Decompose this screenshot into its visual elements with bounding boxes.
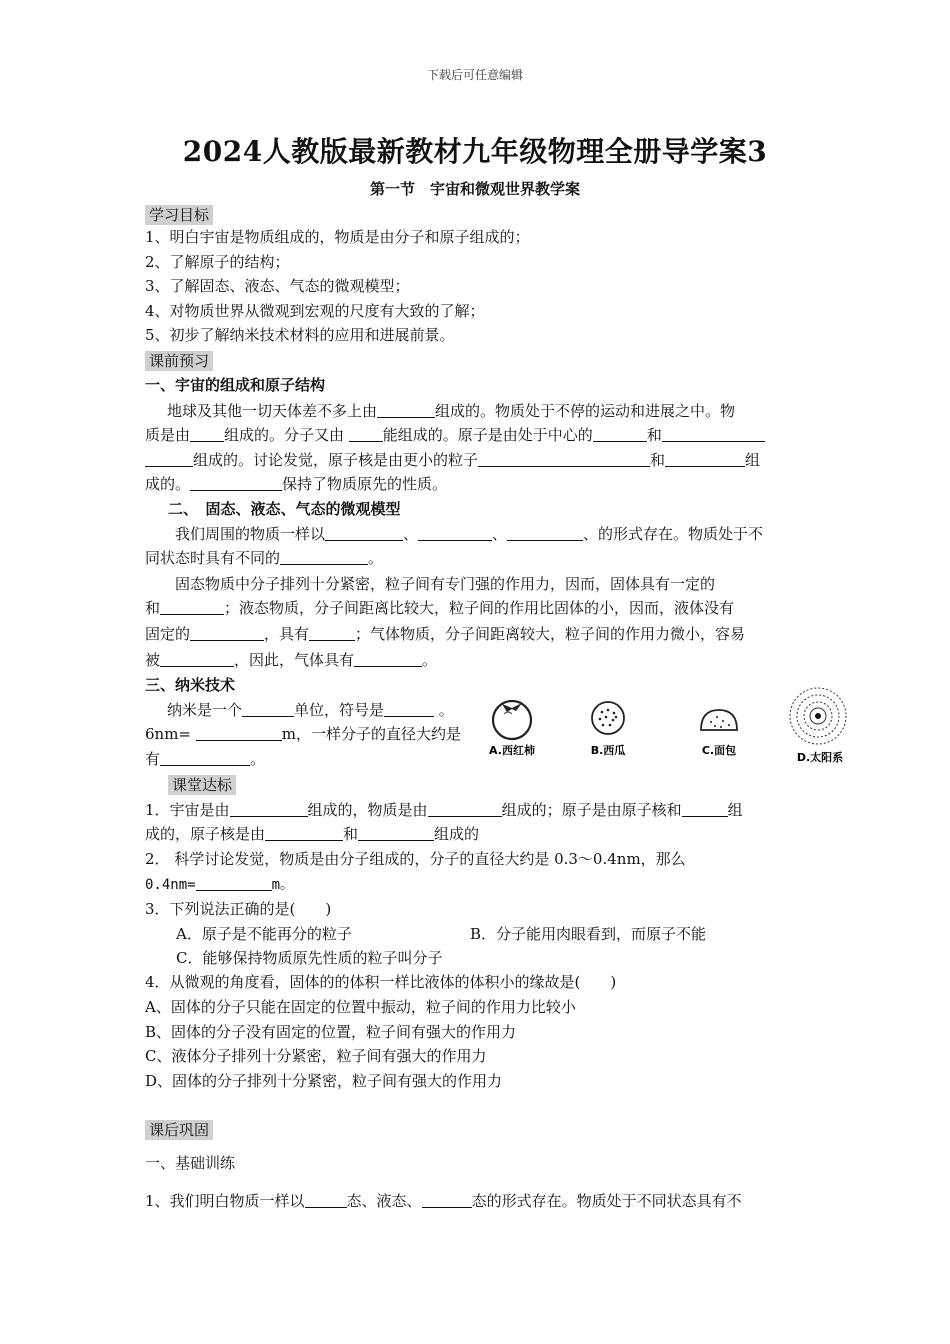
part1-line3 xyxy=(145,448,810,472)
goal-1: 1、明白宇宙是物质组成的，物质是由分子和原子组成的； xyxy=(145,228,530,246)
text: 组 xyxy=(727,801,743,819)
part1-line4 xyxy=(145,472,810,496)
q4-option-c[interactable]: C、液体分子排列十分紧密，粒子间有强大的作用力 xyxy=(145,1047,487,1065)
solar-system-icon xyxy=(778,684,864,770)
preview-heading xyxy=(145,349,810,373)
text: 和 xyxy=(646,426,662,444)
after-tag: 课后巩固 xyxy=(145,1120,213,1140)
blank[interactable] xyxy=(190,474,282,491)
blank[interactable] xyxy=(354,650,422,667)
bread-icon xyxy=(685,690,765,770)
text: 能组成的。原子是由处于中心的 xyxy=(382,426,593,444)
tomato-icon xyxy=(482,690,562,770)
part2-line2 xyxy=(145,546,810,570)
goal-2: 2、了解原子的结构； xyxy=(145,253,290,271)
blank[interactable] xyxy=(325,524,403,541)
blank[interactable] xyxy=(358,824,434,841)
document-title: 2024人教版最新教材九年级物理全册导学案3 xyxy=(182,135,768,168)
section-subtitle: 第一节 宇宙和微观世界教学案 xyxy=(369,180,580,198)
text: ，因此，气体具有 xyxy=(234,651,355,669)
text: 固定的 xyxy=(145,625,191,643)
blank[interactable] xyxy=(190,624,264,641)
part3-line3 xyxy=(145,747,485,771)
text: 纳米是一个 xyxy=(167,701,243,719)
blank[interactable] xyxy=(196,724,282,741)
blank[interactable] xyxy=(196,874,272,891)
goal-5: 5、初步了解纳米技术材料的应用和进展前景。 xyxy=(145,326,455,344)
text: 被 xyxy=(145,651,161,669)
part3-line1 xyxy=(145,698,485,722)
text: 质是由 xyxy=(145,426,191,444)
text: 成的。 xyxy=(145,475,191,493)
text: 固态物质中分子排列十分紧密，粒子间有专门强的作用力，因而，固体具有一定的 xyxy=(175,575,716,593)
blank[interactable] xyxy=(305,1191,347,1208)
text: 、 xyxy=(492,525,508,543)
text: 我们周围的物质一样以 xyxy=(175,525,326,543)
text: ，具有 xyxy=(264,625,310,643)
blank[interactable] xyxy=(507,524,583,541)
blank[interactable] xyxy=(349,425,383,442)
text: 成的，原子核是由 xyxy=(145,825,266,843)
q4-option-b[interactable]: B、固体的分子没有固定的位置，粒子间有强大的作用力 xyxy=(145,1023,517,1041)
blank[interactable] xyxy=(665,450,745,467)
part2-line5 xyxy=(145,622,810,646)
part2-line3 xyxy=(145,572,810,596)
text: 地球及其他一切天体差不多上由 xyxy=(167,402,378,420)
blank[interactable] xyxy=(422,1191,472,1208)
class-heading xyxy=(168,773,833,797)
text: 组成的，物质是由 xyxy=(307,801,428,819)
text: m。 xyxy=(271,877,295,893)
part2-title: 二、 固态、液态、气态的微观模型 xyxy=(168,500,401,518)
text: ；液态物质，分子间距离比较大，粒子间的作用比固体的小，因而，液体没有 xyxy=(224,599,735,617)
text: 1、我们明白物质一样以 xyxy=(145,1192,305,1210)
q4-option-d[interactable]: D、固体的分子排列十分紧密，粒子间有强大的作用力 xyxy=(145,1072,503,1090)
part3-title: 三、纳米技术 xyxy=(145,676,236,694)
q3-option-b[interactable]: B．分子能用肉眼看到，而原子不能 xyxy=(470,925,707,943)
after-heading xyxy=(145,1118,810,1142)
q3-stem: 3．下列说法正确的是( ) xyxy=(145,900,332,918)
blank[interactable] xyxy=(190,425,224,442)
blank[interactable] xyxy=(662,425,765,442)
blank[interactable] xyxy=(478,450,650,467)
basic-training-title: 一、基础训练 xyxy=(145,1154,236,1172)
text: 态、液态、 xyxy=(346,1192,422,1210)
fig-caption-c: C.面包 xyxy=(701,744,737,757)
part1-line2 xyxy=(145,423,810,447)
text: 。 xyxy=(250,750,266,768)
part3-line2 xyxy=(145,722,485,746)
q4-stem: 4．从微观的角度看，固体的的体积一样比液体的体积小的缘故是( ) xyxy=(145,973,617,991)
text: 同状态时具有不同的 xyxy=(145,549,281,567)
blank[interactable] xyxy=(160,650,234,667)
text: 。 xyxy=(434,701,454,719)
q4-option-a[interactable]: A、固体的分子只能在固定的位置中振动，粒子间的作用力比较小 xyxy=(145,998,576,1016)
text: 组成的。分子又由 xyxy=(224,426,349,444)
text: 、的形式存在。物质处于不 xyxy=(583,525,764,543)
fig-caption-b: B.西瓜 xyxy=(590,744,626,757)
part2-line6 xyxy=(145,648,810,672)
part2-line4 xyxy=(145,596,810,620)
text: ；气体物质，分子间距离较大，粒子间的作用力微小，容易 xyxy=(355,625,746,643)
text: 0.4nm= xyxy=(145,877,196,893)
text: 和 xyxy=(343,825,359,843)
text: 有 xyxy=(145,750,161,768)
text: 组成的；原子是由原子核和 xyxy=(501,801,682,819)
blank[interactable] xyxy=(682,800,728,817)
blank[interactable] xyxy=(160,598,224,615)
text: 和 xyxy=(650,451,666,469)
part1-title: 一、宇宙的组成和原子结构 xyxy=(145,376,326,394)
text: 态的形式存在。物质处于不同状态具有不 xyxy=(471,1192,742,1210)
q1-line2 xyxy=(145,822,810,846)
goals-heading xyxy=(145,203,810,227)
text: 和 xyxy=(145,599,161,617)
fig-caption-a: A.西红柿 xyxy=(489,744,535,757)
blank[interactable] xyxy=(309,624,355,641)
part1-line1 xyxy=(145,399,810,423)
part2-line1 xyxy=(145,522,810,546)
q1-line1 xyxy=(145,798,810,822)
blank[interactable] xyxy=(230,800,308,817)
blank[interactable] xyxy=(145,450,193,467)
text: 单位，符号是 xyxy=(294,701,385,719)
blank[interactable] xyxy=(265,824,343,841)
q2-line2 xyxy=(145,872,810,897)
q3-option-c[interactable]: C．能够保持物质原先性质的粒子叫分子 xyxy=(176,949,443,967)
text: 。 xyxy=(368,549,384,567)
fig-caption-d: D.太阳系 xyxy=(796,751,844,764)
blank[interactable] xyxy=(384,700,434,717)
preview-tag: 课前预习 xyxy=(145,351,213,371)
page-header: 下载后可任意编辑 xyxy=(426,68,523,82)
blank[interactable] xyxy=(377,401,435,418)
text: 、 xyxy=(403,525,419,543)
blank[interactable] xyxy=(593,425,647,442)
q2-line1: 2． 科学讨论发觉，物质是由分子组成的，分子的直径大约是 0.3～0.4nm，那么 xyxy=(145,850,686,868)
class-tag: 课堂达标 xyxy=(168,775,236,795)
text: 6nm= xyxy=(145,725,196,743)
blank[interactable] xyxy=(160,749,250,766)
text: 1．宇宙是由 xyxy=(145,801,230,819)
goal-3: 3、了解固态、液态、气态的微观模型； xyxy=(145,277,410,295)
goals-tag: 学习目标 xyxy=(145,205,213,225)
text: 保持了物质原先的性质。 xyxy=(282,475,448,493)
blank[interactable] xyxy=(242,700,294,717)
q3-option-a[interactable]: A．原子是不能再分的粒子 xyxy=(176,925,352,943)
text: m，一样分子的直径大约是 xyxy=(281,725,461,743)
text: 组成的 xyxy=(434,825,480,843)
blank[interactable] xyxy=(418,524,492,541)
text: 。 xyxy=(422,651,438,669)
watermelon-icon xyxy=(575,690,655,770)
text: 组成的。讨论发觉，原子核是由更小的粒子 xyxy=(193,451,479,469)
blank[interactable] xyxy=(280,548,368,565)
goal-4: 4、对物质世界从微观到宏观的尺度有大致的了解； xyxy=(145,302,485,320)
b1-line1 xyxy=(145,1189,810,1213)
text: 组 xyxy=(745,451,761,469)
blank[interactable] xyxy=(428,800,502,817)
text: 组成的。物质处于不停的运动和进展之中。物 xyxy=(435,402,736,420)
